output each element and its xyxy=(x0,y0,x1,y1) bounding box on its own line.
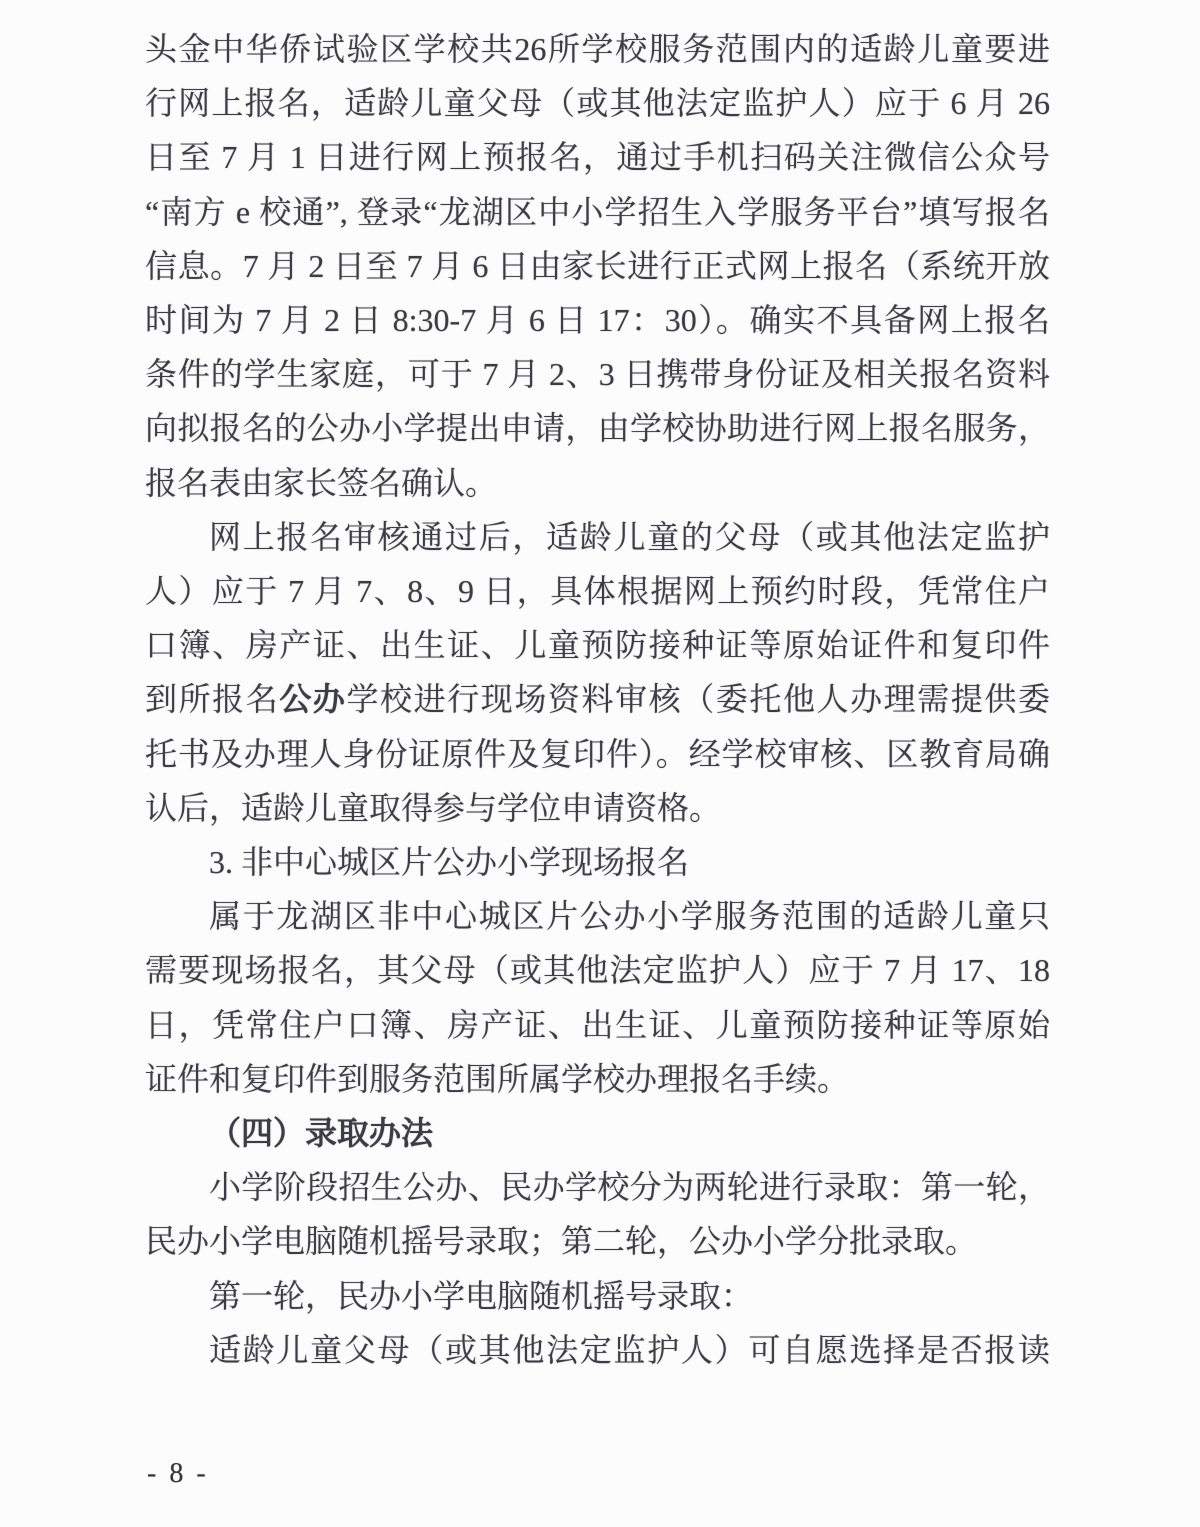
text-line: 需要现场报名，其父母（或其他法定监护人）应于 7 月 17、18 xyxy=(145,952,1050,989)
text-line: 日至 7 月 1 日进行网上预报名，通过手机扫码关注微信公众号 xyxy=(145,139,1050,176)
text-line: 向拟报名的公办小学提出申请，由学校协助进行网上报名服务， xyxy=(145,410,1050,447)
page-number: - 8 - xyxy=(147,1458,209,1489)
text-line: 信息。7 月 2 日至 7 月 6 日由家长进行正式网上报名（系统开放 xyxy=(145,247,1050,284)
text-segment: 学校进行现场资料审核（委托他人办理需提供委 xyxy=(346,681,1050,718)
text-line: 属于龙湖区非中心城区片公办小学服务范围的适龄儿童只 xyxy=(209,898,1050,935)
text-line: 网上报名审核通过后，适龄儿童的父母（或其他法定监护 xyxy=(209,518,1050,555)
text-line xyxy=(145,672,1050,726)
text-line: 认后，适龄儿童取得参与学位申请资格。 xyxy=(145,789,722,826)
text-line: 日，凭常住户口簿、房产证、出生证、儿童预防接种证等原始 xyxy=(145,1006,1050,1043)
text-line: 第一轮，民办小学电脑随机摇号录取： xyxy=(209,1277,754,1314)
para-online-registration-continued xyxy=(145,22,1050,510)
text-line: “南方 e 校通”, 登录“龙湖区中小学招生入学服务平台”填写报名 xyxy=(145,193,1050,230)
para-voluntary-choice-continues xyxy=(145,1323,1050,1377)
text-line: 托书及办理人身份证原件及复印件）。经学校审核、区教育局确 xyxy=(145,735,1050,772)
text-line: 报名表由家长签名确认。 xyxy=(145,464,498,501)
text-line: 口簿、房产证、出生证、儿童预防接种证等原始证件和复印件 xyxy=(145,627,1050,664)
text-line: 民办小学电脑随机摇号录取；第二轮，公办小学分批录取。 xyxy=(145,1223,978,1260)
text-line: 头金中华侨试验区学校共26所学校服务范围内的适龄儿童要进 xyxy=(145,31,1050,67)
heading-section-3-onsite-registration xyxy=(145,835,1050,889)
emphasis-bold-text: 公办 xyxy=(279,681,347,718)
text-segment: 到所报名 xyxy=(145,681,280,718)
text-line: 时间为 7 月 2 日 8:30-7 月 6 日 17：30）。确实不具备网上报名 xyxy=(145,302,1050,339)
para-first-round-title xyxy=(145,1269,1050,1323)
text-line: 小学阶段招生公办、民办学校分为两轮进行录取：第一轮， xyxy=(209,1169,1050,1206)
text-line: 适龄儿童父母（或其他法定监护人）可自愿选择是否报读 xyxy=(209,1331,1050,1368)
para-two-rounds-admission xyxy=(145,1160,1050,1268)
para-non-central-district xyxy=(145,889,1050,1106)
text-line: （四）录取办法 xyxy=(209,1115,434,1152)
heading-section-4-admission-method xyxy=(145,1106,1050,1160)
text-line: 行网上报名，适龄儿童父母（或其他法定监护人）应于 6 月 26 xyxy=(145,85,1050,122)
para-onsite-material-review xyxy=(145,510,1050,835)
text-line: 人）应于 7 月 7、8、9 日，具体根据网上预约时段，凭常住户 xyxy=(145,573,1050,610)
text-line: 3. 非中心城区片公办小学现场报名 xyxy=(209,844,690,881)
text-line: 条件的学生家庭，可于 7 月 2、3 日携带身份证及相关报名资料 xyxy=(145,356,1050,393)
document-body xyxy=(145,22,1050,1377)
text-line: 证件和复印件到服务范围所属学校办理报名手续。 xyxy=(145,1060,850,1097)
